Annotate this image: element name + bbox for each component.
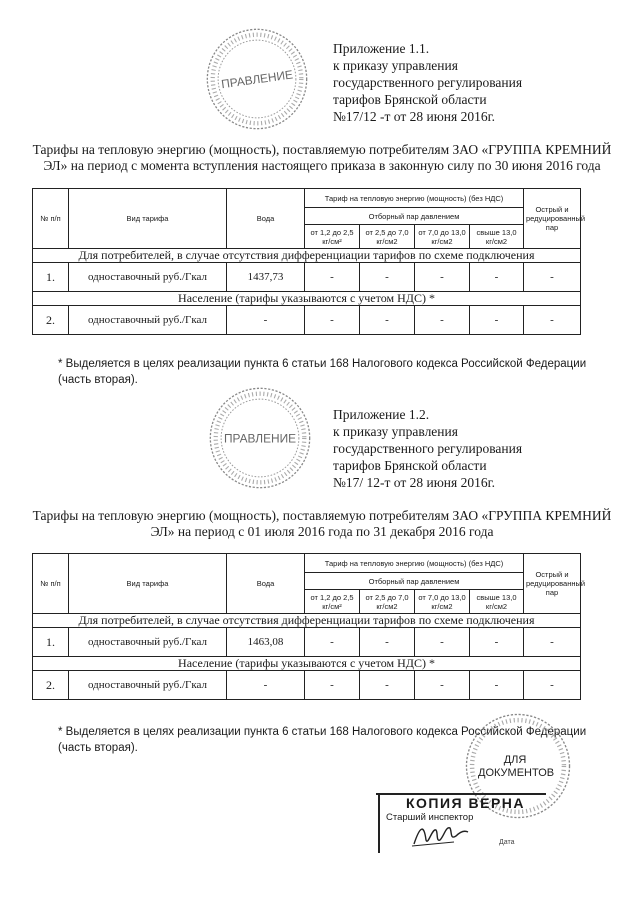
header-num: № п/п xyxy=(33,554,69,614)
tariff-table-1 xyxy=(32,188,586,335)
section-row: Для потребителей, в случае отсутствия дифференциации тарифов по схеме подключения xyxy=(33,614,581,628)
cell-kind: одноставочный руб./Гкал xyxy=(69,628,227,657)
cell-value: - xyxy=(415,671,470,700)
certified-copy-stamp xyxy=(376,788,546,858)
header-tariff-group: Тариф на тепловую энергию (мощность) (без НДС) xyxy=(305,554,524,573)
appendix-line: к приказу управления xyxy=(333,58,458,73)
appendix-line: Приложение 1.1. xyxy=(333,41,430,56)
header-sharp-steam: Острый и редуцированный пар xyxy=(524,189,581,249)
cell-value: - xyxy=(305,306,360,335)
appendix-line: государственного регулирования xyxy=(333,75,523,90)
header-col1: от 1,2 до 2,5 кг/см² xyxy=(305,225,360,249)
svg-text:ПРАВЛЕНИЕ: ПРАВЛЕНИЕ xyxy=(223,431,297,446)
appendix-line: Приложение 1.2. xyxy=(333,407,430,422)
tariff-table-2 xyxy=(32,553,586,700)
cell-num: 2. xyxy=(33,306,69,335)
section-row: Население (тарифы указываются с учетом НДС) * xyxy=(33,292,581,306)
stamp-date: Дата xyxy=(499,839,515,846)
header-col2: от 2,5 до 7,0 кг/см2 xyxy=(360,225,415,249)
cell-value: - xyxy=(360,263,415,292)
stamp-department: ДЛЯ ДОКУМЕНТОВ xyxy=(478,754,555,779)
cell-value: - xyxy=(524,306,581,335)
header-water: Вода xyxy=(227,554,305,614)
header-num: № п/п xyxy=(33,189,69,249)
official-seal-icon xyxy=(203,25,311,133)
cell-value: - xyxy=(470,671,524,700)
cell-water: - xyxy=(227,306,305,335)
appendix-line: к приказу управления xyxy=(333,424,458,439)
cell-kind: одноставочный руб./Гкал xyxy=(69,671,227,700)
appendix-line: №17/ 12-т от 28 июня 2016г. xyxy=(333,475,496,490)
header-col3: от 7,0 до 13,0 кг/см2 xyxy=(415,590,470,614)
header-kind: Вид тарифа xyxy=(69,554,227,614)
cell-value: - xyxy=(524,671,581,700)
signature-icon xyxy=(410,818,470,850)
header-col3: от 7,0 до 13,0 кг/см2 xyxy=(415,225,470,249)
cell-water: 1463,08 xyxy=(227,628,305,657)
cell-value: - xyxy=(470,263,524,292)
cell-value: - xyxy=(415,263,470,292)
header-steam: Отборный пар давлением xyxy=(305,573,524,590)
cell-value: - xyxy=(360,628,415,657)
header-tariff-group: Тариф на тепловую энергию (мощность) (без НДС) xyxy=(305,189,524,208)
cell-value: - xyxy=(305,628,360,657)
cell-value: - xyxy=(524,263,581,292)
cell-value: - xyxy=(524,628,581,657)
cell-value: - xyxy=(415,306,470,335)
appendix-1-heading xyxy=(333,40,522,125)
cell-water: 1437,73 xyxy=(227,263,305,292)
cell-value: - xyxy=(305,263,360,292)
cell-value: - xyxy=(470,306,524,335)
footnote-2: * Выделяется в целях реализации пункта 6 статьи 168 Налогового кодекса Российской Федерации (часть вторая). xyxy=(58,726,587,754)
header-water: Вода xyxy=(227,189,305,249)
appendix-line: №17/12 -т от 28 июня 2016г. xyxy=(333,109,496,124)
cell-water: - xyxy=(227,671,305,700)
svg-text:ПРАВЛЕНИЕ: ПРАВЛЕНИЕ xyxy=(220,67,294,92)
header-kind: Вид тарифа xyxy=(69,189,227,249)
header-col4: свыше 13,0 кг/см2 xyxy=(470,225,524,249)
header-col2: от 2,5 до 7,0 кг/см2 xyxy=(360,590,415,614)
cell-kind: одноставочный руб./Гкал xyxy=(69,306,227,335)
cell-num: 1. xyxy=(33,263,69,292)
official-seal-icon xyxy=(206,384,314,492)
cell-value: - xyxy=(360,671,415,700)
section-row: Население (тарифы указываются с учетом НДС) * xyxy=(33,657,581,671)
header-steam: Отборный пар давлением xyxy=(305,208,524,225)
header-col1: от 1,2 до 2,5 кг/см² xyxy=(305,590,360,614)
cell-num: 2. xyxy=(33,671,69,700)
appendix-line: тарифов Брянской области xyxy=(333,458,487,473)
header-col4: свыше 13,0 кг/см2 xyxy=(470,590,524,614)
tariff-title-2: Тарифы на тепловую энергию (мощность), поставляемую потребителям ЗАО «ГРУППА КРЕМНИЙ ЭЛ» на период с 01 июля 2016 года по 31 декабря 2016 года xyxy=(32,508,612,539)
tariff-title-1: Тарифы на тепловую энергию (мощность), поставляемую потребителям ЗАО «ГРУППА КРЕМНИЙ ЭЛ» на период с момента вступления настоящего приказа в законную силу по 30 июня 2016 года xyxy=(32,142,612,173)
footnote-1: * Выделяется в целях реализации пункта 6 статьи 168 Налогового кодекса Российской Федерации (часть вторая). xyxy=(58,358,587,386)
cell-value: - xyxy=(470,628,524,657)
stamp-role: Старший инспектор xyxy=(386,812,474,823)
cell-num: 1. xyxy=(33,628,69,657)
cell-value: - xyxy=(305,671,360,700)
cell-value: - xyxy=(360,306,415,335)
cell-kind: одноставочный руб./Гкал xyxy=(69,263,227,292)
cell-value: - xyxy=(415,628,470,657)
section-row: Для потребителей, в случае отсутствия дифференциации тарифов по схеме подключения xyxy=(33,249,581,263)
appendix-line: государственного регулирования xyxy=(333,441,523,456)
appendix-2-heading xyxy=(333,406,522,491)
appendix-line: тарифов Брянской области xyxy=(333,92,487,107)
header-sharp-steam: Острый и редуцированный пар xyxy=(524,554,581,614)
stamp-title: КОПИЯ ВЕРНА xyxy=(406,795,526,811)
